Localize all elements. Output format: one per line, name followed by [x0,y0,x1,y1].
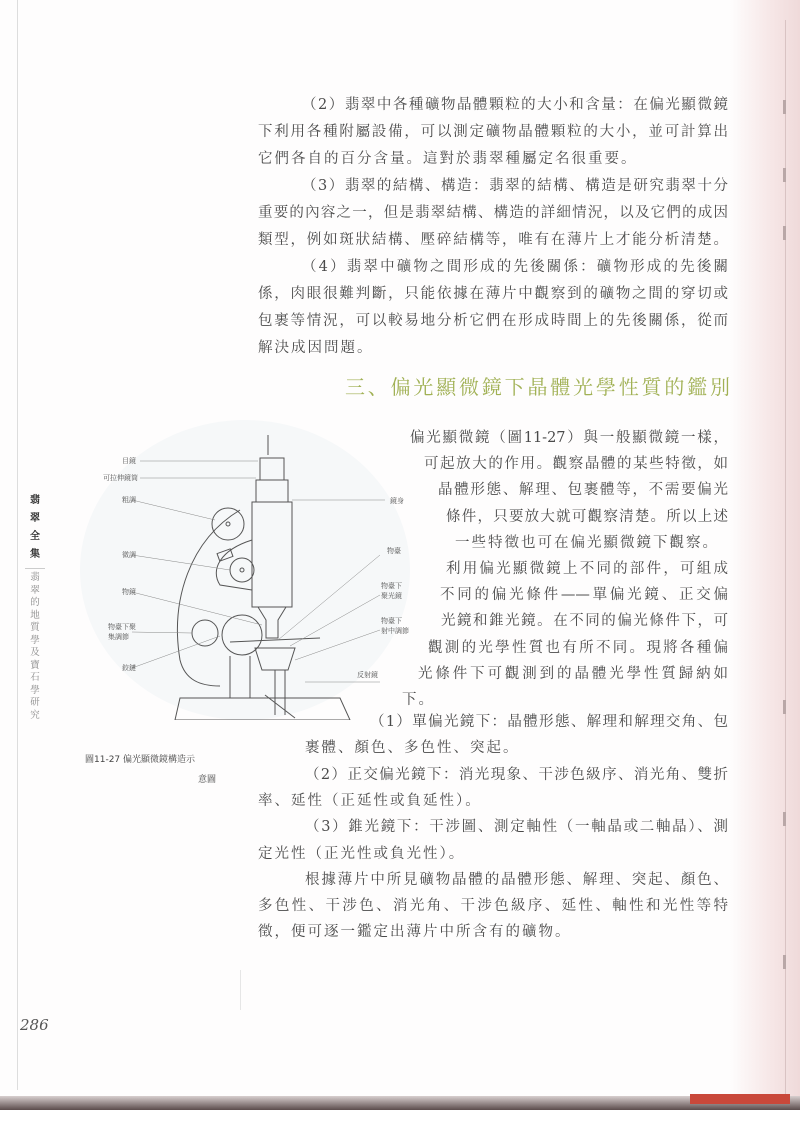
text-line: （2）正交偏光鏡下：消光現象、干涉色級序、消光角、雙折 [305,766,728,783]
label-draw-tube: 可拉伸鏡筒 [103,474,138,482]
text-line: （3）錐光鏡下：干涉圖、測定軸性（一軸晶或二軸晶）、測 [305,819,728,836]
sidebar-char: 研 [30,697,40,708]
figure-caption: 圖11-27 偏光顯微鏡構造示 [85,755,196,765]
text-line: 偏光顯微鏡（圖11-27）與一般顯微鏡一樣， [410,430,728,446]
sidebar-char: 全 [30,531,40,542]
text-line: 包裹等情況，可以較易地分析它們在形成時間上的先後關係，從而 [258,313,728,329]
text-line: （3）翡翠的結構、構造：翡翠的結構、構造是研究翡翠十分 [302,178,728,194]
edge-mark [783,226,786,240]
sidebar-char: 翡 [30,572,40,583]
edge-mark [783,955,786,969]
label-stage: 物臺 [387,547,401,555]
book-cover-edge [690,1094,790,1104]
sidebar-char: 地 [30,609,40,621]
text-line: 下利用各種附屬設備，可以測定礦物晶體顆粒的大小，並可計算出 [258,124,728,140]
text-line: 光鏡和錐光鏡。在不同的偏光條件下，可 [441,613,728,630]
label-mirror: 反射鏡 [357,671,378,679]
sidebar-char: 石 [30,672,40,683]
sidebar-char: 的 [30,597,40,608]
label-hinge: 鉸鏈 [122,664,136,672]
text-line: 它們各自的百分含量。這對於翡翠種屬定名很重要。 [258,151,638,167]
sidebar-char: 集 [30,549,40,560]
label-centering-2: 射中調節 [381,627,409,635]
column-rule [240,970,241,1010]
text-line: 重要的內容之一，但是翡翠結構、構造的詳細情況，以及它們的成因 [258,205,728,221]
text-line: 徵，便可逐一鑑定出薄片中所含有的礦物。 [258,924,572,941]
label-condenser: 物臺下 [381,582,402,590]
sidebar-char: 學 [30,684,40,696]
section-heading: 三、偏光顯微鏡下晶體光學性質的鑑別 [345,375,730,399]
text-line: 一些特徵也可在偏光顯微鏡下觀察。 [455,534,719,551]
sidebar-char: 學 [30,634,40,646]
text-line: 觀測的光學性質也有所不同。現將各種偏 [428,639,728,656]
label-coarse-adjust: 粗調 [122,496,136,504]
label-eyepiece: 目鏡 [122,457,136,465]
sidebar-char: 寶 [30,659,40,671]
text-line: 裹體、顏色、多色性、突起。 [305,740,520,757]
text-line: （1）單偏光鏡下：晶體形態、解理和解理交角、包 [370,714,728,730]
sidebar-char: 質 [30,622,40,633]
text-line: （4）翡翠中礦物之間形成的先後關係：礦物形成的先後關 [302,259,728,275]
label-condenser-2: 聚光鏡 [381,592,402,600]
label-objective: 物鏡 [122,588,136,596]
sidebar-char: 究 [30,709,40,721]
text-line: 利用偏光顯微鏡上不同的部件，可組成 [446,561,728,577]
text-line: 解決成因問題。 [258,340,374,356]
text-line: 率、延性（正延性或負延性）。 [258,792,482,809]
sidebar-divider [25,568,45,569]
text-line: 下。 [402,692,435,708]
label-fine-adjust: 微調 [122,551,136,559]
label-condenser-focus-2: 集調節 [108,633,129,641]
page-margin-line [17,0,18,1090]
sidebar-char: 及 [30,647,40,658]
text-line: （2）翡翠中各種礦物晶體顆粒的大小和含量：在偏光顯微鏡 [302,97,728,113]
label-body: 鏡身 [390,497,404,505]
text-line: 多色性、干涉色、消光角、干涉色級序、延性、軸性和光性等特 [258,898,728,915]
text-line: 類型，例如斑狀結構、壓碎結構等，唯有在薄片上才能分析清楚。 [258,232,728,248]
text-line: 條件，只要放大就可觀察清楚。所以上述 [446,508,728,525]
label-condenser-focus: 物臺下聚 [108,623,136,631]
text-line: 不同的偏光條件——單偏光鏡、正交偏 [440,587,728,604]
edge-mark [783,700,786,714]
sidebar-char: 翠 [30,584,40,596]
text-line: 定光性（正光性或負光性）。 [258,845,466,862]
text-line: 係，肉眼很難判斷，只能依據在薄片中觀察到的礦物之間的穿切或 [258,286,728,302]
edge-mark [783,100,786,114]
page-number: 286 [20,1016,49,1034]
figure-caption-2: 意圖 [198,775,217,785]
page-edge-shadow [730,0,800,1108]
book-bottom-edge [0,1096,800,1110]
text-line: 光條件下可觀測到的晶體光學性質歸納如 [418,665,728,682]
edge-mark [783,812,786,826]
sidebar-char: 翡 [30,495,40,506]
adjacent-page-edge [785,20,786,1100]
text-line: 晶體形態、解理、包裹體等，不需要偏光 [438,482,728,499]
sidebar-char: 翠 [30,513,40,524]
label-centering: 物臺下 [381,617,402,625]
text-line: 根據薄片中所見礦物晶體的晶體形態、解理、突起、顏色、 [305,871,728,888]
edge-mark [783,168,786,182]
text-line: 可起放大的作用。觀察晶體的某些特徵，如 [424,456,728,473]
